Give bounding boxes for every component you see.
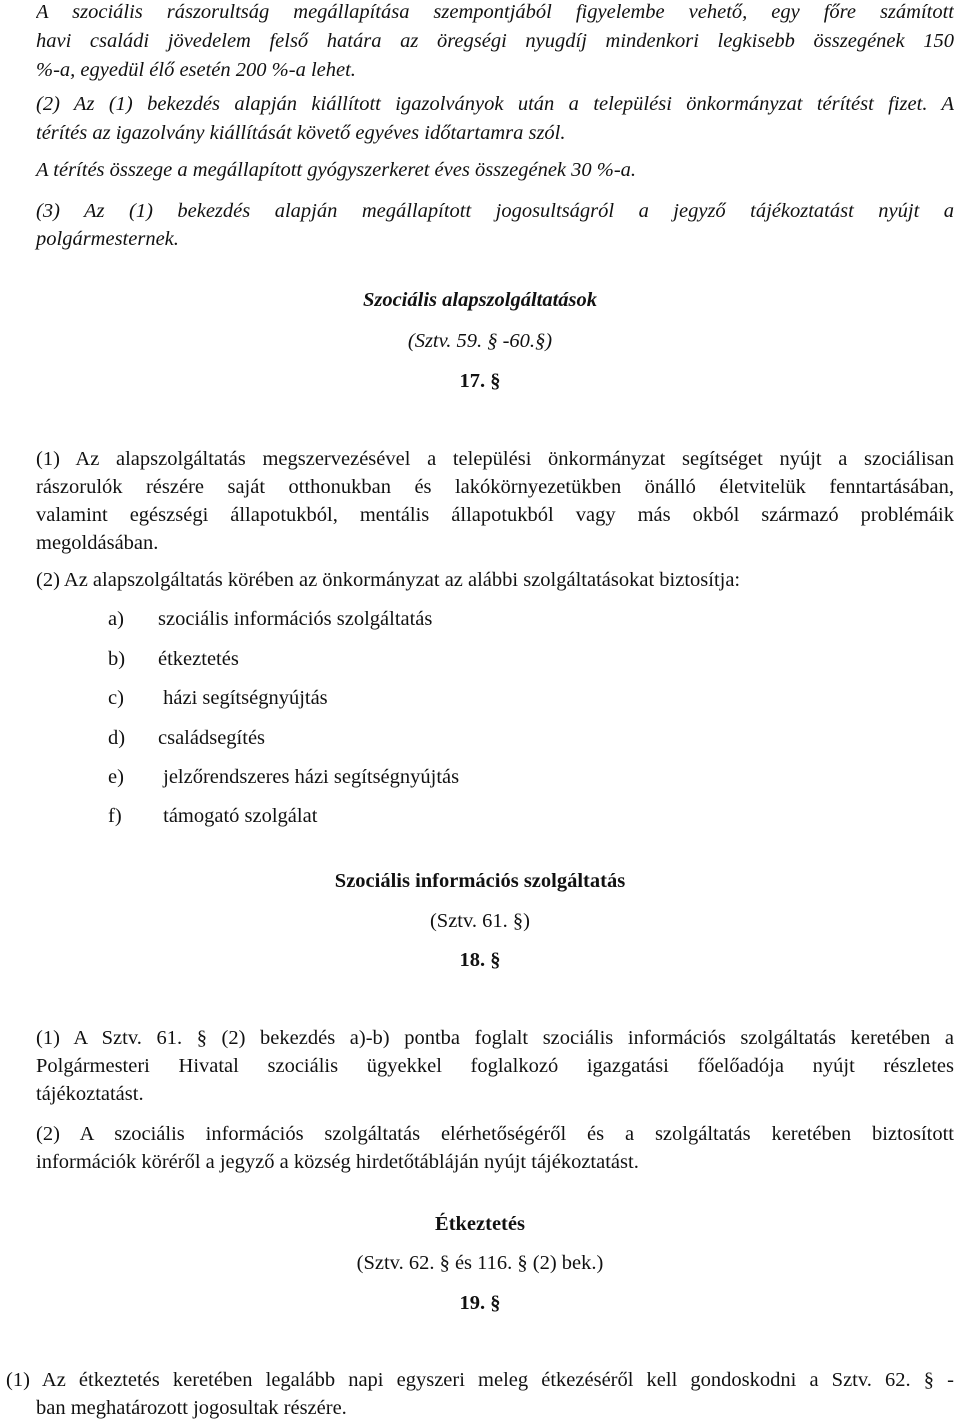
- p17-2: (2) Az alapszolgáltatás körében az önkormányzat az alábbi szolgáltatásokat biztosítja:: [36, 569, 741, 591]
- paragraph-number-19: 19. §: [459, 1292, 501, 1314]
- list-item-text: családsegítés: [158, 727, 266, 749]
- list-item-letter: d): [108, 727, 126, 749]
- p18-1-line-2: Polgármesteri Hivatal szociális ügyekkel foglalkozó igazgatási főelőadója nyújt részletes: [36, 1055, 954, 1077]
- section-heading-etkeztetes: Étkeztetés: [435, 1213, 525, 1235]
- intro-p2-line-2: térítés az igazolvány kiállítását követő egyéves időtartamra szól.: [36, 122, 566, 144]
- intro-p2-line-3: A térítés összege a megállapított gyógyszerkeret éves összegének 30 %-a.: [36, 159, 637, 181]
- intro-p3-line-1: (3) Az (1) bekezdés alapján megállapított jogosultságról a jegyző tájékoztatást nyújt a: [36, 200, 954, 222]
- list-item-text: étkeztetés: [158, 648, 239, 670]
- list-item-letter: a): [108, 608, 124, 630]
- p17-1-line-1: (1) Az alapszolgáltatás megszervezésével a települési önkormányzat segítséget nyújt a szociálisan: [36, 448, 954, 470]
- p18-1-line-3: tájékoztatást.: [36, 1083, 144, 1105]
- list-item-letter: c): [108, 687, 124, 709]
- intro-line-2: havi családi jövedelem felső határa az öregségi nyugdíj mindenkori legkisebb összegének 150: [36, 30, 954, 52]
- p19-1-line-1: (1) Az étkeztetés keretében legalább napi egyszeri meleg étkezéséről kell gondoskodni a Sztv. 62. § -: [6, 1369, 954, 1391]
- p18-2-line-2: információk köréről a jegyző a község hirdetőtábláján nyújt tájékoztatást.: [36, 1151, 639, 1173]
- section-ref-alapszolgaltatasok: (Sztv. 59. § -60.§): [407, 330, 553, 352]
- intro-p2-line-1: (2) Az (1) bekezdés alapján kiállított igazolványok után a települési önkormányzat térítést fizet. A: [36, 93, 954, 115]
- p18-1-line-1: (1) A Sztv. 61. § (2) bekezdés a)-b) pontba foglalt szociális információs szolgáltatás keretében a: [36, 1027, 954, 1049]
- list-item-letter: b): [108, 648, 126, 670]
- list-item-letter: e): [108, 766, 124, 788]
- intro-line-1: A szociális rászorultság megállapítása szempontjából figyelembe vehető, egy főre számított: [36, 1, 954, 23]
- paragraph-number-18: 18. §: [459, 949, 501, 971]
- p18-2-line-1: (2) A szociális információs szolgáltatás elérhetőségéről és a szolgáltatás keretében biztosított: [36, 1123, 954, 1145]
- list-item-text: jelzőrendszeres házi segítségnyújtás: [158, 766, 460, 788]
- list-item-text: szociális információs szolgáltatás: [158, 608, 433, 630]
- p17-1-line-4: megoldásában.: [36, 532, 159, 554]
- section-heading-alapszolgaltatasok: Szociális alapszolgáltatások: [362, 289, 598, 311]
- intro-p3-line-2: polgármesternek.: [36, 228, 179, 250]
- p17-1-line-3: valamint egészségi állapotukból, mentális állapotukból vagy más okból származó problémáik: [36, 504, 954, 526]
- list-item-letter: f): [108, 805, 122, 827]
- section-ref-informacios-szolgaltatas: (Sztv. 61. §): [429, 910, 531, 932]
- list-item-text: házi segítségnyújtás: [158, 687, 328, 709]
- intro-line-3: %-a, egyedül élő esetén 200 %-a lehet.: [36, 59, 356, 81]
- section-heading-informacios-szolgaltatas: Szociális információs szolgáltatás: [334, 870, 626, 892]
- section-ref-etkeztetes: (Sztv. 62. § és 116. § (2) bek.): [356, 1252, 604, 1274]
- p19-1-line-2: ban meghatározott jogosultak részére.: [36, 1397, 347, 1419]
- paragraph-number-17: 17. §: [459, 370, 501, 392]
- list-item-text: támogató szolgálat: [158, 805, 318, 827]
- p17-1-line-2: rászorulók részére saját otthonukban és lakókörnyezetükben önálló életvitelük fenntartásában,: [36, 476, 954, 498]
